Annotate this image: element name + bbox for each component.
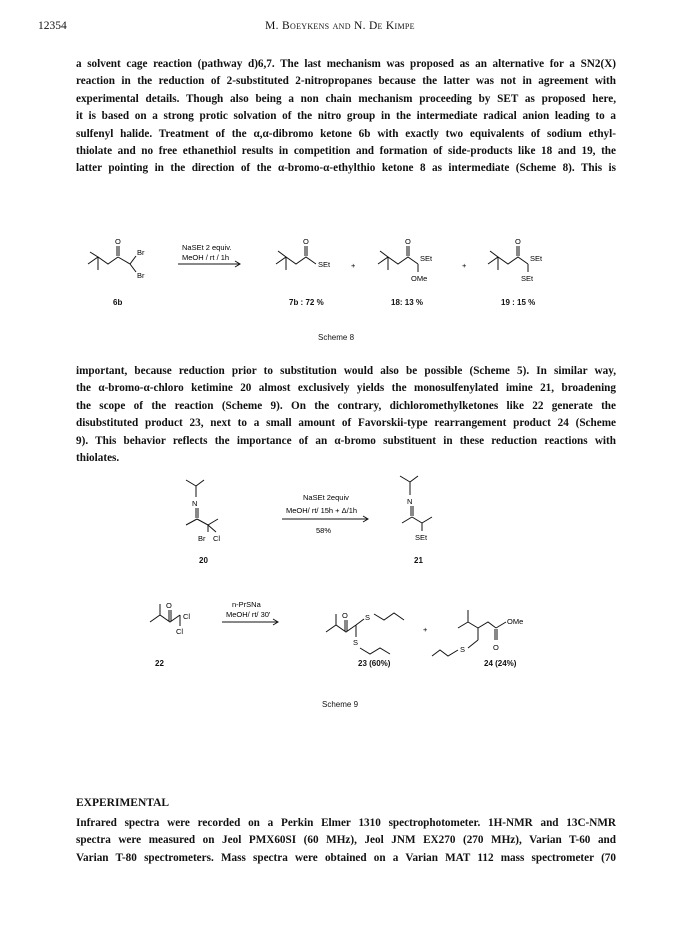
atom-label: O xyxy=(303,237,309,246)
bond xyxy=(412,517,422,523)
bond xyxy=(374,613,404,620)
compound-label-6b: 6b xyxy=(113,298,123,307)
compound-label-22: 22 xyxy=(155,659,164,668)
atom-label: O xyxy=(515,237,521,246)
text-line: experimental details. Though also being a non chain mechanism proceeding by SET as proposed here, xyxy=(76,92,616,105)
atom-label: S xyxy=(365,613,371,622)
atom-label: Cl xyxy=(183,612,191,621)
bond xyxy=(422,517,432,523)
bond xyxy=(410,476,418,482)
bond xyxy=(197,519,208,525)
section-heading: EXPERIMENTAL xyxy=(76,797,170,809)
atom-label: O xyxy=(493,643,499,652)
atom-label: SEt xyxy=(420,254,433,263)
atom-label: Br xyxy=(137,271,145,280)
bond xyxy=(468,640,478,648)
atom-label: S xyxy=(353,638,359,647)
text-line: thiolates. xyxy=(76,452,120,465)
text-line: 9). This behavior reflects the importance of an α-bromo substituent in these reduction reactions with xyxy=(76,434,616,447)
bond xyxy=(360,648,390,654)
atom-label: SEt xyxy=(530,254,543,263)
text-line: sulfenyl halide. Treatment of the α,α-dibromo ketone 6b with exactly two equivalents of sodium ethyl- xyxy=(76,127,616,140)
bond xyxy=(196,480,204,486)
atom-label: SEt xyxy=(318,260,331,269)
atom-label: SEt xyxy=(415,533,428,542)
atom-label: N xyxy=(407,497,413,506)
atom-label: OMe xyxy=(411,274,428,283)
text-line: important, because reduction prior to substitution would also be possible (Scheme 5). In similar way, xyxy=(76,365,616,377)
text-line: spectra were measured on Jeol PMX60SI (60 MHz), Jeol JNM EX270 (270 MHz), Varian T-60 and xyxy=(76,834,616,847)
atom-label: SEt xyxy=(521,274,534,283)
atom-label: O xyxy=(115,237,121,246)
reagent-text: 58% xyxy=(316,526,332,535)
atom-label: OMe xyxy=(507,617,524,626)
text-line: latter pointing in the direction of the α-bromo-α-ethylthio ketone 8 as intermediate (Scheme 8). This is xyxy=(76,162,616,175)
bond xyxy=(186,480,196,486)
bond xyxy=(208,525,216,532)
compound-label-18: 18: 13 % xyxy=(391,298,424,307)
plus-sign: + xyxy=(462,261,467,270)
atom-label: S xyxy=(460,645,466,654)
bond xyxy=(186,519,197,525)
bond xyxy=(326,625,356,632)
text-line: it is based on a strong protic solvation of the nitro group in the intermediate radical anion leading to a xyxy=(76,110,616,123)
experimental-paragraph xyxy=(76,815,616,867)
compound-label-24: 24 (24%) xyxy=(484,659,517,668)
text-line: the α-bromo-α-chloro ketimine 20 almost exclusively yields the monosulfenylated imine 21, broadening xyxy=(76,382,616,395)
reagent-text: NaSEt 2equiv xyxy=(303,493,349,502)
plus-sign: + xyxy=(423,625,428,634)
compound-label-20: 20 xyxy=(199,556,208,565)
running-title: M. Boeykens and N. De Kimpe xyxy=(265,20,415,32)
atom-label: O xyxy=(342,611,348,620)
scheme-8-caption: Scheme 8 xyxy=(318,333,355,342)
bond xyxy=(150,615,180,622)
atom-label: N xyxy=(192,499,198,508)
compound-label-23: 23 (60%) xyxy=(358,659,391,668)
bond xyxy=(400,476,410,482)
text-line: Varian T-80 spectrometers. Mass spectra were obtained on a Varian MAT 112 mass spectrometer (70 xyxy=(76,851,616,864)
text-line: Infrared spectra were recorded on a Perkin Elmer 1310 spectrophotometer. 1H-NMR and 13C-NMR xyxy=(76,817,616,829)
compound-label-21: 21 xyxy=(414,556,423,565)
atom-label: Br xyxy=(198,534,206,543)
compound-label-7b: 7b : 72 % xyxy=(289,298,324,307)
bond xyxy=(458,622,468,628)
page-number: 12354 xyxy=(38,20,67,32)
reagent-text: n-PrSNa xyxy=(232,600,261,609)
atom-label: O xyxy=(166,601,172,610)
reagent-text: NaSEt 2 equiv. xyxy=(182,243,232,252)
text-line: a solvent cage reaction (pathway d)6,7. The last mechanism was proposed as an alternative for a SN2(X) xyxy=(76,58,616,70)
atom-label: Cl xyxy=(213,534,221,543)
text-line: disubstituted product 23, next to a small amount of Favorskii-type rearrangement product 24 (Scheme xyxy=(76,417,616,430)
text-line: reaction in the reduction of 2-substituted 2-nitropropanes because the latter was not in agreement with xyxy=(76,75,616,88)
plus-sign: + xyxy=(351,261,356,270)
reagent-text: MeOH/ rt/ 30' xyxy=(226,610,271,619)
atom-label: O xyxy=(405,237,411,246)
bond xyxy=(432,650,458,656)
compound-label-19: 19 : 15 % xyxy=(501,298,536,307)
text-line: thiolate and no free ethanethiol results in competition and formation of side-products like 18 and 19, the xyxy=(76,145,616,158)
scheme-9-caption: Scheme 9 xyxy=(322,700,359,709)
text-line: the scope of the reaction (Scheme 9). On the contrary, dichloromethylketones like 22 generate the xyxy=(76,399,616,412)
reagent-text: MeOH/ rt/ 15h + Δ/1h xyxy=(286,506,358,515)
bond xyxy=(478,622,496,640)
bond xyxy=(496,622,506,628)
bond xyxy=(468,622,478,628)
atom-label: Br xyxy=(137,248,145,257)
reagent-text: MeOH / rt / 1h xyxy=(182,253,230,262)
bond xyxy=(208,519,218,525)
bond xyxy=(402,517,412,523)
bond xyxy=(356,619,364,625)
atom-label: Cl xyxy=(176,627,184,636)
